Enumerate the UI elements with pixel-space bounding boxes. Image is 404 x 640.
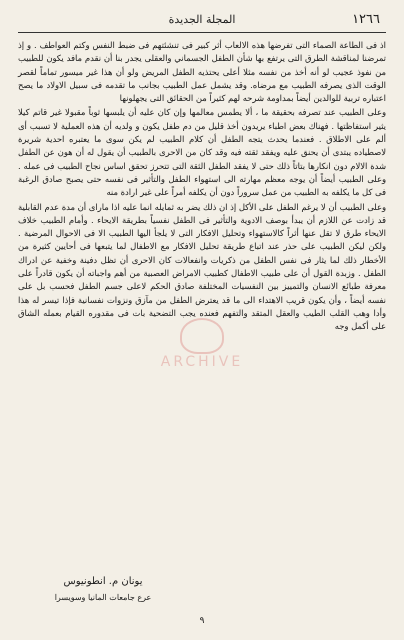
paragraph-1: اذ فى الطاعة الصماء التى تفرضها هذه الالعاب أثر كبير فى تنشئتهم فى ضبط النفس وكتم العواطف . و إذ تمرضنا لمناقشة الطرق التى يرتفع بها شأن الطفل الجسماني والعقلى يجدر بنا أن نقدم مافد يكون للطبيب من نفوذ عجيب لو أنه أخذ من نفسه مثلا أعلى يحتذيه الطفل المريض ولو أن هذا غير ميسور تماماً لقصر الوقت الذى يصرفه الطبيب مع مرضاه. وقد يشمل عمل الطبيب بجانب ما تقدمه فى سبيل الاولاد ما يصح اعتباره تربية للوالدين أيضاً بمداومة شرحه لهم كثيراً من الحقائق التى يجهلونها xyxy=(18,40,386,104)
paragraph-2: وعلى الطبيب عند تصرفه بحقيقة ما ، ألا يطمس معالمها وإن كان عليه أن يلبسها ثوباً مقبولا غير قاتم كيلا يثير استفاظتها . فهناك بعض اطباء يريدون أخذ قليل من دم طفل يكون و ولديه أن هذه العملية لا تسبب أى ألم على الاطلاق . فعندما يحدث يتجه الطفل أن كلام الطبيب لم يكن سوى ما يعتبره احدية شريرة لاصطياده يبتدى أن يحنق عليه ويفقد ثقته فيه وقد كان من الاحرى بالطبيب أن يقول له أن هون عن الطفل شدة الالام دون انكارها بتاتاً ذلك حتى لا يفقد الطفل الثقة التى تتحرز تحقق اساس نجاح الطبيب فى عمله . وعلى الطبيب أيضاً أن يوجه معظم مهارته الى استهواء الطفل والتأثير فى نفسه حتى يصبح صادق الرغبة فى كل ما يكلفه به الطبيب من عمل سروراً دون أن يكلفه أمراً على غير ارادة منه xyxy=(18,107,386,198)
author-signature xyxy=(28,576,178,602)
author-name: يونان م. انطونيوس xyxy=(63,576,143,587)
author-title: عرع جامعات المانيا وسويسرا xyxy=(54,593,152,602)
article-body xyxy=(18,39,386,334)
page-number: ١٢٦٦ xyxy=(352,12,380,27)
footer-number: ٩ xyxy=(199,616,205,626)
watermark-text: ARCHIVE xyxy=(160,354,244,370)
paragraph-3: وعلى الطبيب أن لا يرغم الطفل على الأكل إذ ان ذلك يضر به ثمايله انما عليه اذا ماراى أن مدة عدم القابلية قد زادت عن اللازم أن يبدأ بوصف الادوية والتأثير فى الطفل نفسياً بطريقة الايحاء . وأمام الطبيب خلاف الايحاء طرق لا تقل عنها أثراً كالاستهواء وتحليل الافكار التى لا يلجأ اليها الطبيب الا فى الاحوال المرضية . ولكن ليكن الطبيب على حذر عند اتباع طريقة تحليل الافكار مع الاطفال لما يتبعها فى أحايين كثيرة من الأخطار ذلك لما يثار فى نفس الطفل من ذكريات وانفعالات كان الاحرى أن تظل دفينة وخفية عن ادراك الطفل . وزبدة القول أن على طبيب الاطفال كطبيب الامراض العصبية من أهم واجباته أن يكون قادراً على معرفة طبائع الانسان والتمييز بين النفسيات المختلفة صادق الحكم لاعلى جسم الطفل فحسب بل على نفسه أيضاً ، وأن يكون قريب الاهتداء الى ما قد يعترض الطفل من مآزق ونزوات نفسانية فإذا تيسر له هذا وأدا وهب القلب الطيب والعقل المتقد والتفهم فعنده يجب التضحية بات فى مقدوره القيام بعمله الشاق على أكمل وجه xyxy=(18,201,386,332)
page-header xyxy=(18,10,386,33)
journal-title: المجلة الجديدة xyxy=(168,13,236,26)
